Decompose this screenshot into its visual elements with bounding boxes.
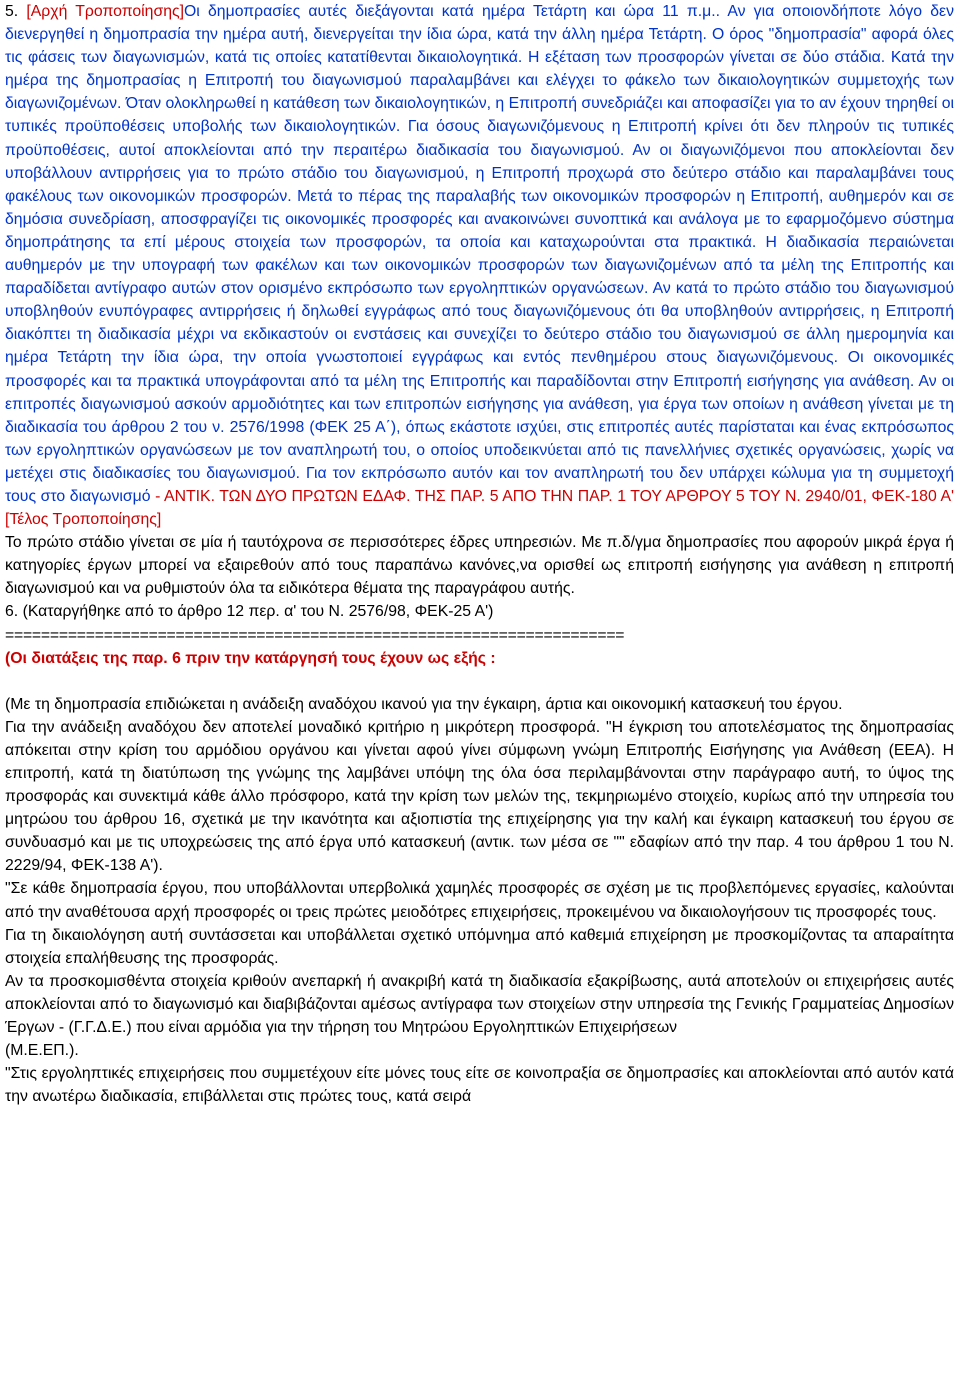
paragraph-number: 5.	[5, 3, 27, 20]
paragraph-auction-goal: (Με τη δημοπρασία επιδιώκεται η ανάδειξη αναδόχου ικανού για την έγκαιρη, άρτια και οικονομική κατασκευή του έργου.	[5, 695, 843, 713]
amendment-start-marker: [Αρχή Τροποποίησης]	[26, 3, 185, 20]
paragraph-justification: Για τη δικαιολόγηση αυτή συντάσσεται και υποβάλλεται σχετικό υπόμνημα από καθεμιά επιχείρηση με προσκομίζοντας τα απαραίτητα στοιχεία επαλήθευσης της προσφοράς.	[5, 926, 954, 967]
paragraph-award-criteria: Για την ανάδειξη αναδόχου δεν αποτελεί μοναδικό κριτήριο η μικρότερη προσφορά. "Η έγκριση του αποτελέσματος της δημοπρασίας απόκειται στην κρίση του αρμόδιου οργάνου και γίνεται αφού γίνει σύμφωνη γνώμη Επιτροπής Εισήγησης για Ανάθεση (ΕΕΑ). Η επιτροπή, κατά τη διατύπωση της γνώμης της λαμβάνει υπόψη της όλα όσα περιλαμβάνονται στην παράγραφο αυτή, το ύψος της προσφοράς και συνεκτιμά κάθε άλλο πρόσφορο, κατά την κρίση των μελών της, τεκμηριωμένο στοιχείο, κυρίως από την υπηρεσία του μητρώου του άρθρου 16, σχετικά με την ικανότητα και αξιοπιστία της επιχείρησης για την καλή και έγκαιρη κατασκευή του έργου σε συνδυασμό και με τις υποχρεώσεις της από έργα υπό κατασκευή (αντικ. των μέσα σε "" εδαφίων από την παρ. 4 του άρθρου 1 του Ν. 2229/94, ΦΕΚ-138 Α').	[5, 718, 954, 875]
section-heading: (Οι διατάξεις της παρ. 6 πριν την κατάργησή τους έχουν ως εξής :	[5, 649, 496, 667]
amendment-note: - ΑΝΤΙΚ. ΤΩΝ ΔΥΟ ΠΡΩΤΩΝ ΕΔΑΦ. ΤΗΣ ΠΑΡ. 5 ΑΠΟ ΤΗΝ ΠΑΡ. 1 ΤΟΥ ΑΡΘΡΟΥ 5 ΤΟΥ Ν. 2940/01, ΦΕΚ-180 Α'	[150, 487, 954, 505]
amendment-end-marker: [Τέλος Τροποποίησης]	[5, 511, 162, 529]
paragraph-6-repealed: 6. (Καταργήθηκε από το άρθρο 12 περ. α' του Ν. 2576/98, ΦΕΚ-25 Α')	[5, 603, 494, 621]
blank-line	[5, 670, 954, 693]
paragraph-penalties: "Στις εργοληπτικές επιχειρήσεις που συμμετέχουν είτε μόνες τους είτε σε κοινοπραξία σε δημοπρασίες και αποκλείονται από αυτόν κατά την ανωτέρω διαδικασία, επιβάλλεται στις πρώτες τους, κατά σειρά	[5, 1065, 954, 1106]
paragraph-first-stage: Το πρώτο στάδιο γίνεται σε μία ή ταυτόχρονα σε περισσότερες έδρες υπηρεσιών. Με π.δ/γμα δημοπρασίες που αφορούν μικρά έργα ή κατηγορίες έργων μπορεί να εξαιρεθούν από τους παραπάνω κανόνες,να ορισθεί ως επιτροπή εισήγησης για ανάθεση η επιτροπή διαγωνισμού και να ρυθμιστούν όλα τα ειδικότερα θέματα της παραγράφου αυτής.	[5, 534, 954, 598]
paragraph-5	[5, 0, 954, 531]
paragraph-abbreviation: (Μ.Ε.ΕΠ.).	[5, 1042, 79, 1060]
paragraph-insufficient-evidence: Αν τα προσκομισθέντα στοιχεία κριθούν ανεπαρκή ή ανακριβή κατά τη διαδικασία εξακρίβωσης, αυτά αποτελούν οι επιχειρήσεις αυτές αποκλείονται από το διαγωνισμό και διαβιβάζονται αμέσως αντίγραφα των στοιχείων στην υπηρεσία της Γενικής Γραμματείας Δημοσίων Έργων - (Γ.Γ.Δ.Ε.) που είναι αρμόδια για την τήρηση του Μητρώου Εργοληπτικών Επιχειρήσεων	[5, 972, 954, 1037]
separator-rule: =====================================================================	[5, 626, 625, 644]
amended-text: Οι δημοπρασίες αυτές διεξάγονται κατά ημέρα Τετάρτη και ώρα 11 π.μ.. Αν για οποιονδήποτε λόγο δεν διενεργηθεί η δημοπρασία την ημέρα αυτή, διενεργείται την ίδια ώρα, κατά την άλλη ημέρα Τετάρτη. Ο όρος "δημοπρασία" αφορά όλες τις φάσεις των διαγωνισμών, κατά τις οποίες κατατίθενται δικαιολογητικά. Η εξέταση των προσφορών γίνεται σε δύο στάδια. Κατά την ημέρα της δημοπρασίας η Επιτροπή του διαγωνισμού παραλαμβάνει και ελέγχει το φάκελο των δικαιολογητικών συμμετοχής των διαγωνιζομένων. Όταν ολοκληρωθεί η κατάθεση των δικαιολογητικών, η Επιτροπή συνεδριάζει και αποφασίζει για το αν έχουν τηρηθεί οι τυπικές προϋποθέσεις υποβολής των δικαιολογητικών. Για όσους διαγωνιζόμενους η Επιτροπή κρίνει ότι δεν πληρούν τις τυπικές προϋποθέσεις, αυτοί αποκλείονται από την περαιτέρω διαδικασία του διαγωνισμού. Αν οι διαγωνιζόμενοι που αποκλείονται δεν υποβάλλουν αντιρρήσεις για το πρώτο στάδιο του διαγωνισμού, η Επιτροπή προχωρά στο δεύτερο στάδιο και παραλαμβάνει τους φακέλους των οικονομικών προσφορών. Μετά το πέρας της παραλαβής των οικονομικών προσφορών η Επιτροπή, αυθημερόν και σε δημόσια συνεδρίαση, αποσφραγίζει τις οικονομικές προσφορές και ανακοινώνει συνοπτικά και ανάλογα με το εφαρμοζόμενο σύστημα δημοπράτησης τα επί μέρους στοιχεία των προσφορών, τα οποία και καταχωρούνται στα πρακτικά. Η διαδικασία περαιώνεται αυθημερόν με την υπογραφή των φακέλων και των οικονομικών προσφορών των διαγωνιζομένων από τα μέλη της Επιτροπής και παραδίδεται αντίγραφο αυτών στον ορισμένο εκπρόσωπο των εργοληπτικών οργανώσεων. Αν κατά το πρώτο στάδιο του διαγωνισμού υποβληθούν ενυπόγραφες αντιρρήσεις ή δηλωθεί εγγράφως από τους διαγωνιζόμενους ότι θα υποβληθούν αντιρρήσεις, η Επιτροπή διακόπτει τη διαδικασία μέχρι να εκδικαστούν οι ενστάσεις και συνεχίζει το δεύτερο στάδιο του διαγωνισμού σε άλλη ημερομηνία και ημέρα Τετάρτη την ίδια ώρα, την οποία γνωστοποιεί εγγράφως και εντός πενθημέρου στους διαγωνιζόμενους. Οι οικονομικές προσφορές και τα πρακτικά υπογράφονται από τα μέλη της Επιτροπής και παραδίδονται στην Επιτροπή εισήγησης για ανάθεση. Αν οι επιτροπές διαγωνισμού ασκούν αρμοδιότητες και των επιτροπών εισήγησης για ανάθεση, για έργα των οποίων η ανάθεση γίνεται με τη διαδικασία του άρθρου 2 του ν. 2576/1998 (ΦΕΚ 25 Α΄), όπως εκάστοτε ισχύει, στις επιτροπές αυτές παρίσταται και ένας εκπρόσωπος των εργοληπτικών οργανώσεων με τον αναπληρωτή του, ο οποίος υποδεικνύεται από τις πανελλήνιες σχετικές οργανώσεις, χωρίς να μετέχει στις διαδικασίες του διαγωνισμού. Για τον εκπρόσωπο αυτόν και τον αναπληρωτή του δεν υπάρχει κώλυμα για τη συμμετοχή τους στο διαγωνισμό	[5, 3, 954, 505]
paragraph-low-bids: "Σε κάθε δημοπρασία έργου, που υποβάλλονται υπερβολικά χαμηλές προσφορές σε σχέση με τις προβλεπόμενες εργασίες, καλούνται από την αναθέτουσα αρχή προσφορές οι τρεις πρώτες μειοδότρες επιχειρήσεις, προκειμένου να δικαιολογήσουν τις προσφορές τους.	[5, 880, 954, 921]
